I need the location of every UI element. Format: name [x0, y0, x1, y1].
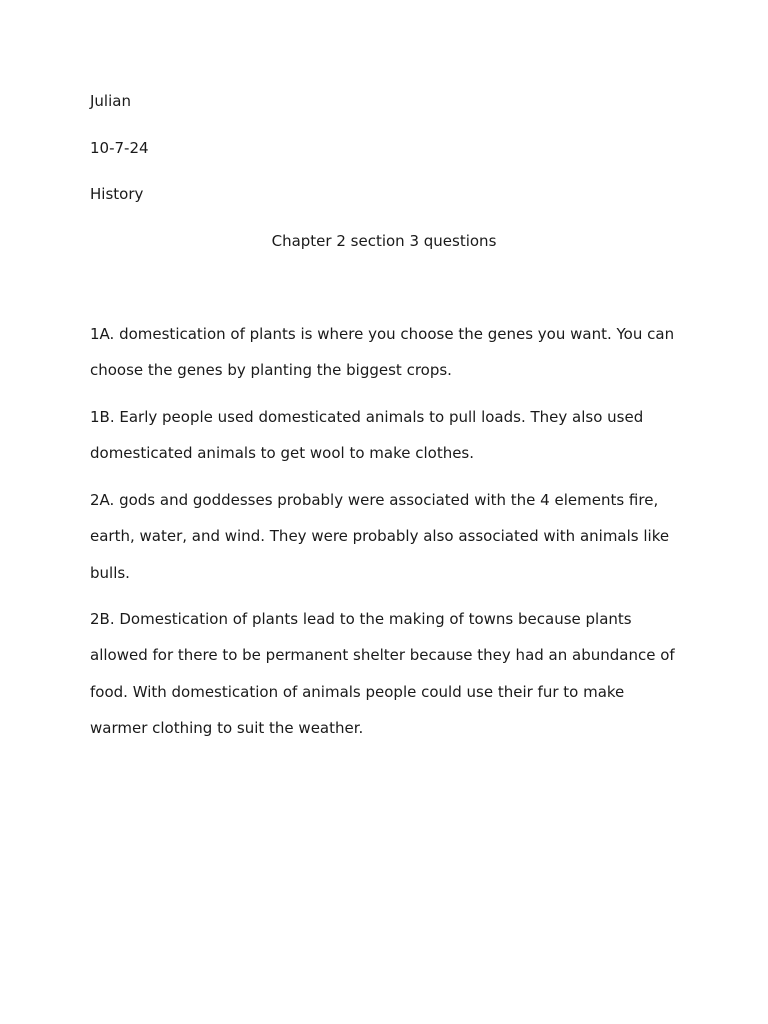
- answer-line: domesticated animals to get wool to make clothes.: [90, 444, 475, 463]
- answer-line: earth, water, and wind. They were probably also associated with animals like: [90, 527, 670, 546]
- answer-2a: [90, 490, 690, 599]
- answer-2b: [90, 609, 690, 754]
- answer-line: food. With domestication of animals people could use their fur to make: [90, 682, 625, 701]
- document-title: Chapter 2 section 3 questions: [271, 232, 497, 250]
- subject-line: History: [90, 185, 144, 203]
- student-name: Julian: [90, 92, 131, 110]
- answer-line: 2A. gods and goddesses probably were associated with the 4 elements fire,: [90, 491, 659, 509]
- answer-line: warmer clothing to suit the weather.: [90, 718, 364, 737]
- answer-1a: [90, 324, 690, 397]
- answer-line: allowed for there to be permanent shelter because they had an abundance of: [90, 646, 675, 665]
- answer-line: choose the genes by planting the biggest crops.: [90, 361, 452, 380]
- answer-line: 1A. domestication of plants is where you choose the genes you want. You can: [90, 325, 675, 343]
- answer-line: 2B. Domestication of plants lead to the making of towns because plants: [90, 610, 632, 628]
- answer-line: 1B. Early people used domesticated animals to pull loads. They also used: [90, 408, 644, 426]
- answer-line: bulls.: [90, 563, 130, 582]
- answer-1b: [90, 407, 690, 480]
- date-line: 10-7-24: [90, 139, 149, 157]
